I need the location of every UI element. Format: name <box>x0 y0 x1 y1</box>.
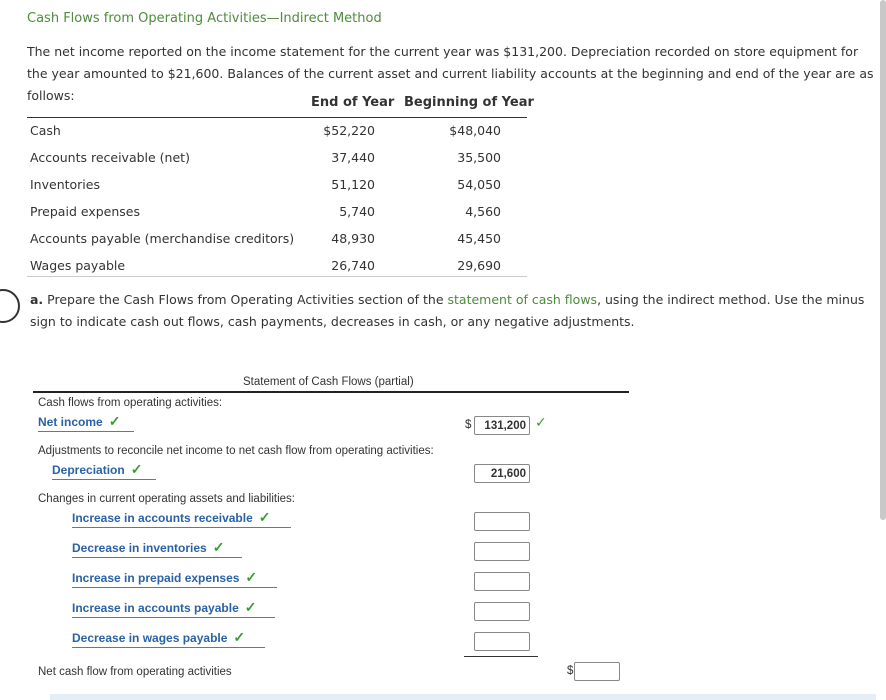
row-begin-value: $48,040 <box>449 123 501 138</box>
increase-prepaid-expenses-select[interactable] <box>72 568 277 588</box>
row-end-value: $52,220 <box>323 123 375 138</box>
increase-accounts-payable-input[interactable] <box>474 602 530 621</box>
change-label: Decrease in wages payable <box>72 631 228 645</box>
statement-title: Statement of Cash Flows (partial) <box>243 376 414 388</box>
row-begin-value: 54,050 <box>457 177 501 192</box>
net-income-input[interactable]: 131,200 <box>474 416 530 435</box>
check-icon: ✓ <box>130 461 143 477</box>
row-end-value: 48,930 <box>331 231 375 246</box>
currency-symbol: $ <box>465 419 472 431</box>
row-begin-value: 29,690 <box>457 258 501 273</box>
table-row <box>27 225 527 252</box>
page-title: Cash Flows from Operating Activities—Indirect Method <box>27 11 382 26</box>
net-income-label: Net income <box>38 415 103 429</box>
bottom-panel-edge <box>50 694 876 700</box>
row-begin-value: 45,450 <box>457 231 501 246</box>
row-label: Cash <box>30 123 61 138</box>
operating-section-heading: Cash flows from operating activities: <box>38 397 223 409</box>
row-end-value: 26,740 <box>331 258 375 273</box>
changes-heading: Changes in current operating assets and liabilities: <box>38 493 295 505</box>
row-end-value: 51,120 <box>331 177 375 192</box>
table-row <box>27 198 527 225</box>
table-bottom-rule <box>27 276 527 277</box>
row-label: Accounts receivable (net) <box>30 150 190 165</box>
problem-intro: The net income reported on the income statement for the current year was $131,200. Depreciation recorded on store equipment for the year amounted to $21,600. Balances of the current asset and current liability accounts at the beginning and end of the year are as follows: <box>27 44 874 103</box>
statement-of-cash-flows-link[interactable]: statement of cash flows <box>447 292 598 307</box>
decrease-wages-payable-input[interactable] <box>474 632 530 651</box>
depreciation-input[interactable]: 21,600 <box>474 464 530 483</box>
scrollbar[interactable] <box>880 0 886 520</box>
check-icon: ✓ <box>233 629 246 645</box>
adjustments-heading: Adjustments to reconcile net income to net cash flow from operating activities: <box>38 445 434 457</box>
change-label: Increase in accounts receivable <box>72 511 253 525</box>
increase-accounts-receivable-input[interactable] <box>474 512 530 531</box>
question-text-part: , using the indirect method. Use the minus sign to indicate cash out flows, cash payments, decreases in cash, or any negative adjustments. <box>30 292 865 329</box>
row-end-value: 37,440 <box>331 150 375 165</box>
change-label: Decrease in inventories <box>72 541 207 555</box>
change-label: Increase in accounts payable <box>72 601 239 615</box>
question-prefix: a. <box>30 292 44 307</box>
table-row <box>27 252 527 279</box>
increase-accounts-payable-select[interactable] <box>72 598 275 618</box>
depreciation-select[interactable] <box>52 460 156 480</box>
row-label: Inventories <box>30 177 100 192</box>
row-label: Prepaid expenses <box>30 204 140 219</box>
check-icon: ✓ <box>245 569 258 585</box>
row-begin-value: 35,500 <box>457 150 501 165</box>
net-cash-flow-label: Net cash flow from operating activities <box>38 666 232 678</box>
row-label: Accounts payable (merchandise creditors) <box>30 231 295 246</box>
question-text <box>30 289 875 333</box>
row-end-value: 5,740 <box>339 204 375 219</box>
depreciation-label: Depreciation <box>52 463 125 477</box>
table-row <box>27 144 527 171</box>
check-icon: ✓ <box>108 413 121 429</box>
table-row <box>27 117 527 144</box>
sum-rule <box>464 656 538 657</box>
increase-accounts-receivable-select[interactable] <box>72 508 291 528</box>
question-marker-icon <box>0 289 20 323</box>
row-begin-value: 4,560 <box>465 204 501 219</box>
net-income-select[interactable] <box>38 412 134 432</box>
change-label: Increase in prepaid expenses <box>72 571 240 585</box>
table-row <box>27 171 527 198</box>
statement-rule <box>33 391 629 393</box>
header-end-of-year: End of Year <box>311 95 395 110</box>
question-text-part: Prepare the Cash Flows from Operating Activities section of the <box>43 292 448 307</box>
check-icon: ✓ <box>212 539 225 555</box>
decrease-wages-payable-select[interactable] <box>72 628 265 648</box>
header-beginning-of-year: Beginning of Year <box>404 95 534 110</box>
decrease-inventories-select[interactable] <box>72 538 242 558</box>
net-cash-flow-input[interactable] <box>574 662 620 681</box>
check-icon: ✓ <box>258 509 271 525</box>
check-icon: ✓ <box>244 599 257 615</box>
increase-prepaid-expenses-input[interactable] <box>474 572 530 591</box>
decrease-inventories-input[interactable] <box>474 542 530 561</box>
check-icon: ✓ <box>535 415 547 431</box>
row-label: Wages payable <box>30 258 126 273</box>
currency-symbol: $ <box>567 665 574 677</box>
